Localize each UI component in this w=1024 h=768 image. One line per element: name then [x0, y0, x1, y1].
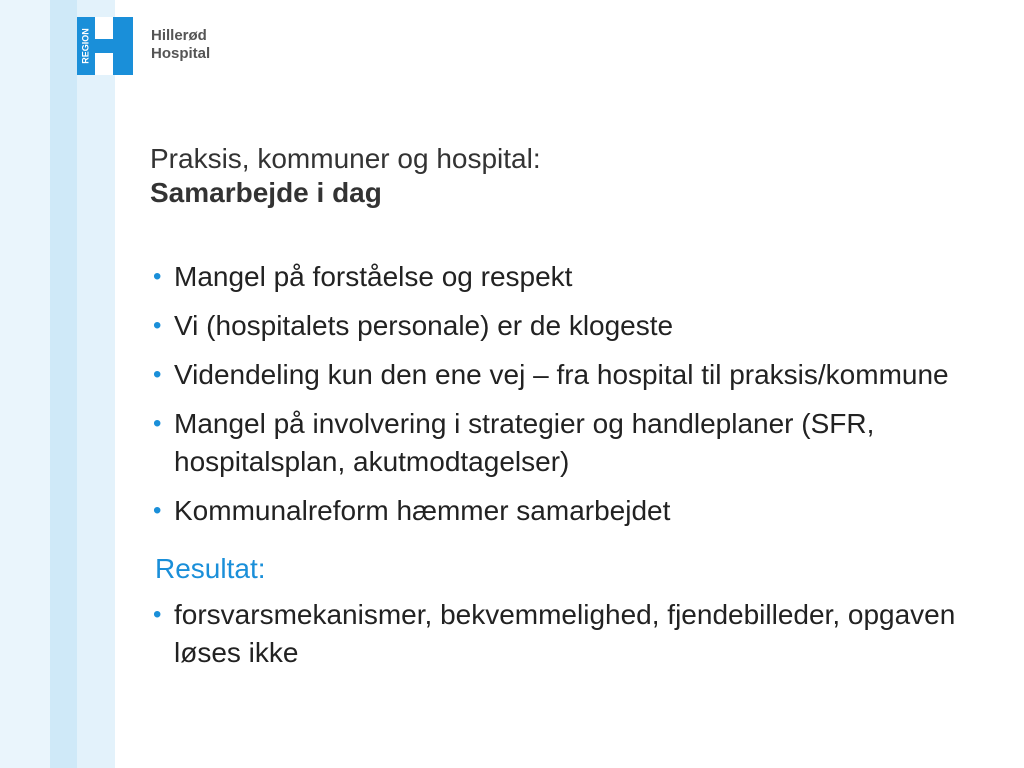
list-item: [150, 356, 970, 394]
list-item: [150, 405, 970, 481]
hospital-name-line1: Hillerød: [151, 27, 207, 44]
list-item: [150, 258, 970, 296]
side-band-mid: [50, 0, 77, 768]
slide-content: [150, 258, 970, 683]
bullet-text: Videndeling kun den ene vej – fra hospital til praksis/kommune: [174, 359, 949, 390]
result-heading: Resultat:: [155, 553, 266, 584]
bullet-dot-icon: •: [153, 601, 162, 628]
bullet-text: Mangel på involvering i strategier og handleplaner (SFR, hospitalsplan, akutmodtagelser): [174, 408, 875, 477]
title-line-2: Samarbejde i dag: [150, 177, 382, 208]
list-item: [150, 307, 970, 345]
list-item: [150, 596, 970, 672]
title-line-1: Praksis, kommuner og hospital:: [150, 143, 541, 174]
side-band-light: [0, 0, 50, 768]
bullet-dot-icon: •: [153, 361, 162, 388]
bullet-list: [150, 258, 970, 530]
bullet-text: Mangel på forståelse og respekt: [174, 261, 573, 292]
bullet-dot-icon: •: [153, 263, 162, 290]
bullet-dot-icon: •: [153, 497, 162, 524]
hospital-name: [151, 27, 210, 63]
bullet-text: Kommunalreform hæmmer samarbejdet: [174, 495, 671, 526]
bullet-text: Vi (hospitalets personale) er de klogeste: [174, 310, 674, 341]
region-h-logo-icon: [77, 17, 135, 75]
side-band-pale: [77, 0, 115, 768]
bullet-dot-icon: •: [153, 312, 162, 339]
list-item: [150, 492, 970, 530]
result-bullet-list: [150, 596, 970, 672]
result-bullet-text: forsvarsmekanismer, bekvemmelighed, fjendebilleder, opgaven løses ikke: [174, 599, 956, 668]
hospital-name-line2: Hospital: [151, 45, 211, 62]
logo-badge-text: REGION: [80, 28, 91, 64]
bullet-dot-icon: •: [153, 410, 162, 437]
slide-title: [150, 142, 970, 210]
